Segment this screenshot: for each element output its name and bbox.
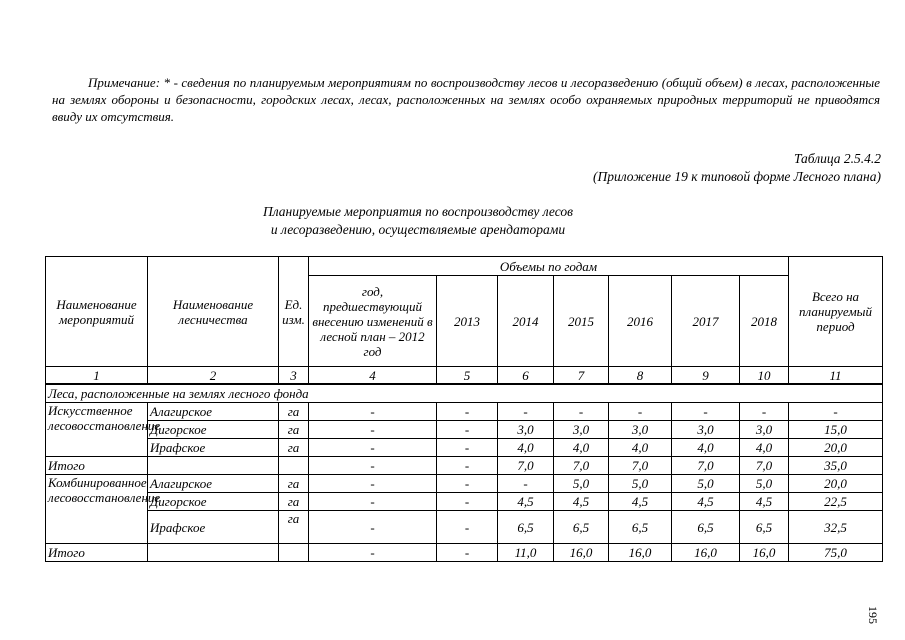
value-cell: 3,0 (498, 421, 554, 439)
total-value: - (309, 457, 437, 475)
total-value: 35,0 (789, 457, 883, 475)
column-number: 3 (279, 367, 309, 385)
value-cell: 6,5 (498, 511, 554, 544)
header-year: 2018 (740, 276, 789, 367)
column-number: 6 (498, 367, 554, 385)
forestry-name: Алагирское (148, 475, 279, 493)
note-text: Примечание: * - сведения по планируемым мероприятиям по воспроизводству лесов и лесоразведению (общий объем) в лесах, расположенные на землях обороны и безопасности, городских лесах, лесах, расположенных на землях особо охраняемых природных территорий не приводятся ввиду их отсутствия. (52, 75, 880, 124)
empty-cell (148, 544, 279, 562)
value-cell: 4,0 (740, 439, 789, 457)
total-value: 7,0 (498, 457, 554, 475)
total-value: 16,0 (672, 544, 740, 562)
total-value: - (437, 544, 498, 562)
total-value: 11,0 (498, 544, 554, 562)
table-row (46, 421, 883, 439)
value-cell: 4,0 (672, 439, 740, 457)
header-year: 2016 (609, 276, 672, 367)
table-row (46, 439, 883, 457)
value-cell: - (437, 511, 498, 544)
unit-cell: га (279, 439, 309, 457)
activity-name: Искусственное лесовосстановление (46, 403, 148, 457)
value-cell: - (609, 403, 672, 421)
total-value: 16,0 (740, 544, 789, 562)
value-cell: - (740, 403, 789, 421)
total-value: 16,0 (609, 544, 672, 562)
empty-cell (279, 544, 309, 562)
forestry-name: Ирафское (148, 439, 279, 457)
value-cell: 5,0 (554, 475, 609, 493)
header-year: 2015 (554, 276, 609, 367)
total-value: 7,0 (672, 457, 740, 475)
value-cell: 4,0 (554, 439, 609, 457)
column-number: 7 (554, 367, 609, 385)
column-number: 4 (309, 367, 437, 385)
value-cell: - (498, 475, 554, 493)
value-cell: - (309, 475, 437, 493)
table-row (46, 403, 883, 421)
value-cell: 4,0 (498, 439, 554, 457)
total-label: Итого (46, 457, 148, 475)
caption-line-1: Планируемые мероприятия по воспроизводству лесов (262, 204, 574, 219)
value-cell: 15,0 (789, 421, 883, 439)
total-value: 7,0 (554, 457, 609, 475)
note-paragraph (52, 74, 880, 125)
unit-cell: га (279, 475, 309, 493)
column-number: 11 (789, 367, 883, 385)
table-row (46, 493, 883, 511)
value-cell: - (309, 493, 437, 511)
appendix-reference: (Приложение 19 к типовой форме Лесного плана) (592, 169, 881, 184)
empty-cell (148, 457, 279, 475)
column-number: 9 (672, 367, 740, 385)
column-number: 5 (437, 367, 498, 385)
unit-cell: га (279, 403, 309, 421)
unit-cell: га (279, 511, 309, 544)
total-row (46, 457, 883, 475)
empty-cell (279, 457, 309, 475)
forestry-name: Алагирское (148, 403, 279, 421)
column-number: 1 (46, 367, 148, 385)
header-year: 2013 (437, 276, 498, 367)
table-caption (150, 203, 686, 239)
value-cell: - (554, 403, 609, 421)
unit-cell: га (279, 421, 309, 439)
value-cell: 20,0 (789, 475, 883, 493)
value-cell: 4,0 (609, 439, 672, 457)
total-value: 7,0 (740, 457, 789, 475)
caption-line-2: и лесоразведению, осуществляемые арендаторами (270, 222, 566, 237)
page-number: 195 (866, 606, 880, 624)
forestry-name: Ирафское (148, 511, 279, 544)
header-year: 2014 (498, 276, 554, 367)
table-number: Таблица 2.5.4.2 (793, 151, 881, 166)
activity-name: Комбинированное лесовосстановление (46, 475, 148, 544)
total-value: - (309, 544, 437, 562)
value-cell: 6,5 (554, 511, 609, 544)
section-title: Леса, расположенные на землях лесного фонда (46, 384, 883, 403)
value-cell: 3,0 (740, 421, 789, 439)
column-number: 8 (609, 367, 672, 385)
value-cell: 5,0 (672, 475, 740, 493)
value-cell: 4,5 (498, 493, 554, 511)
value-cell: - (498, 403, 554, 421)
header-activity: Наименование мероприятий (46, 257, 148, 367)
value-cell: 32,5 (789, 511, 883, 544)
value-cell: - (309, 511, 437, 544)
value-cell: - (437, 493, 498, 511)
value-cell: 3,0 (672, 421, 740, 439)
value-cell: - (437, 421, 498, 439)
forestry-name: Дигорское (148, 493, 279, 511)
value-cell: - (437, 403, 498, 421)
total-row (46, 544, 883, 562)
value-cell: - (437, 439, 498, 457)
reforestation-table (45, 256, 883, 562)
value-cell: 20,0 (789, 439, 883, 457)
unit-cell: га (279, 493, 309, 511)
value-cell: - (672, 403, 740, 421)
table-row (46, 475, 883, 493)
section-row (46, 384, 883, 403)
forestry-name: Дигорское (148, 421, 279, 439)
table-reference (461, 150, 881, 186)
column-number-row (46, 367, 883, 385)
value-cell: 3,0 (609, 421, 672, 439)
header-forestry: Наименование лесничества (148, 257, 279, 367)
total-value: 16,0 (554, 544, 609, 562)
total-value: 75,0 (789, 544, 883, 562)
total-value: - (437, 457, 498, 475)
header-year: 2017 (672, 276, 740, 367)
value-cell: - (437, 475, 498, 493)
header-total-period: Всего на планируемый период (789, 257, 883, 367)
value-cell: 22,5 (789, 493, 883, 511)
value-cell: 5,0 (609, 475, 672, 493)
value-cell: - (789, 403, 883, 421)
table-row (46, 511, 883, 544)
value-cell: 4,5 (740, 493, 789, 511)
value-cell: - (309, 439, 437, 457)
value-cell: 4,5 (672, 493, 740, 511)
header-base-year: год, предшествующий внесению изменений в лесной план – 2012 год (309, 276, 437, 367)
value-cell: 3,0 (554, 421, 609, 439)
column-number: 2 (148, 367, 279, 385)
column-number: 10 (740, 367, 789, 385)
total-value: 7,0 (609, 457, 672, 475)
value-cell: 6,5 (672, 511, 740, 544)
value-cell: 4,5 (609, 493, 672, 511)
value-cell: 4,5 (554, 493, 609, 511)
total-label: Итого (46, 544, 148, 562)
header-volumes-by-year: Объемы по годам (309, 257, 789, 276)
value-cell: 5,0 (740, 475, 789, 493)
value-cell: - (309, 403, 437, 421)
value-cell: - (309, 421, 437, 439)
value-cell: 6,5 (609, 511, 672, 544)
header-unit: Ед. изм. (279, 257, 309, 367)
value-cell: 6,5 (740, 511, 789, 544)
